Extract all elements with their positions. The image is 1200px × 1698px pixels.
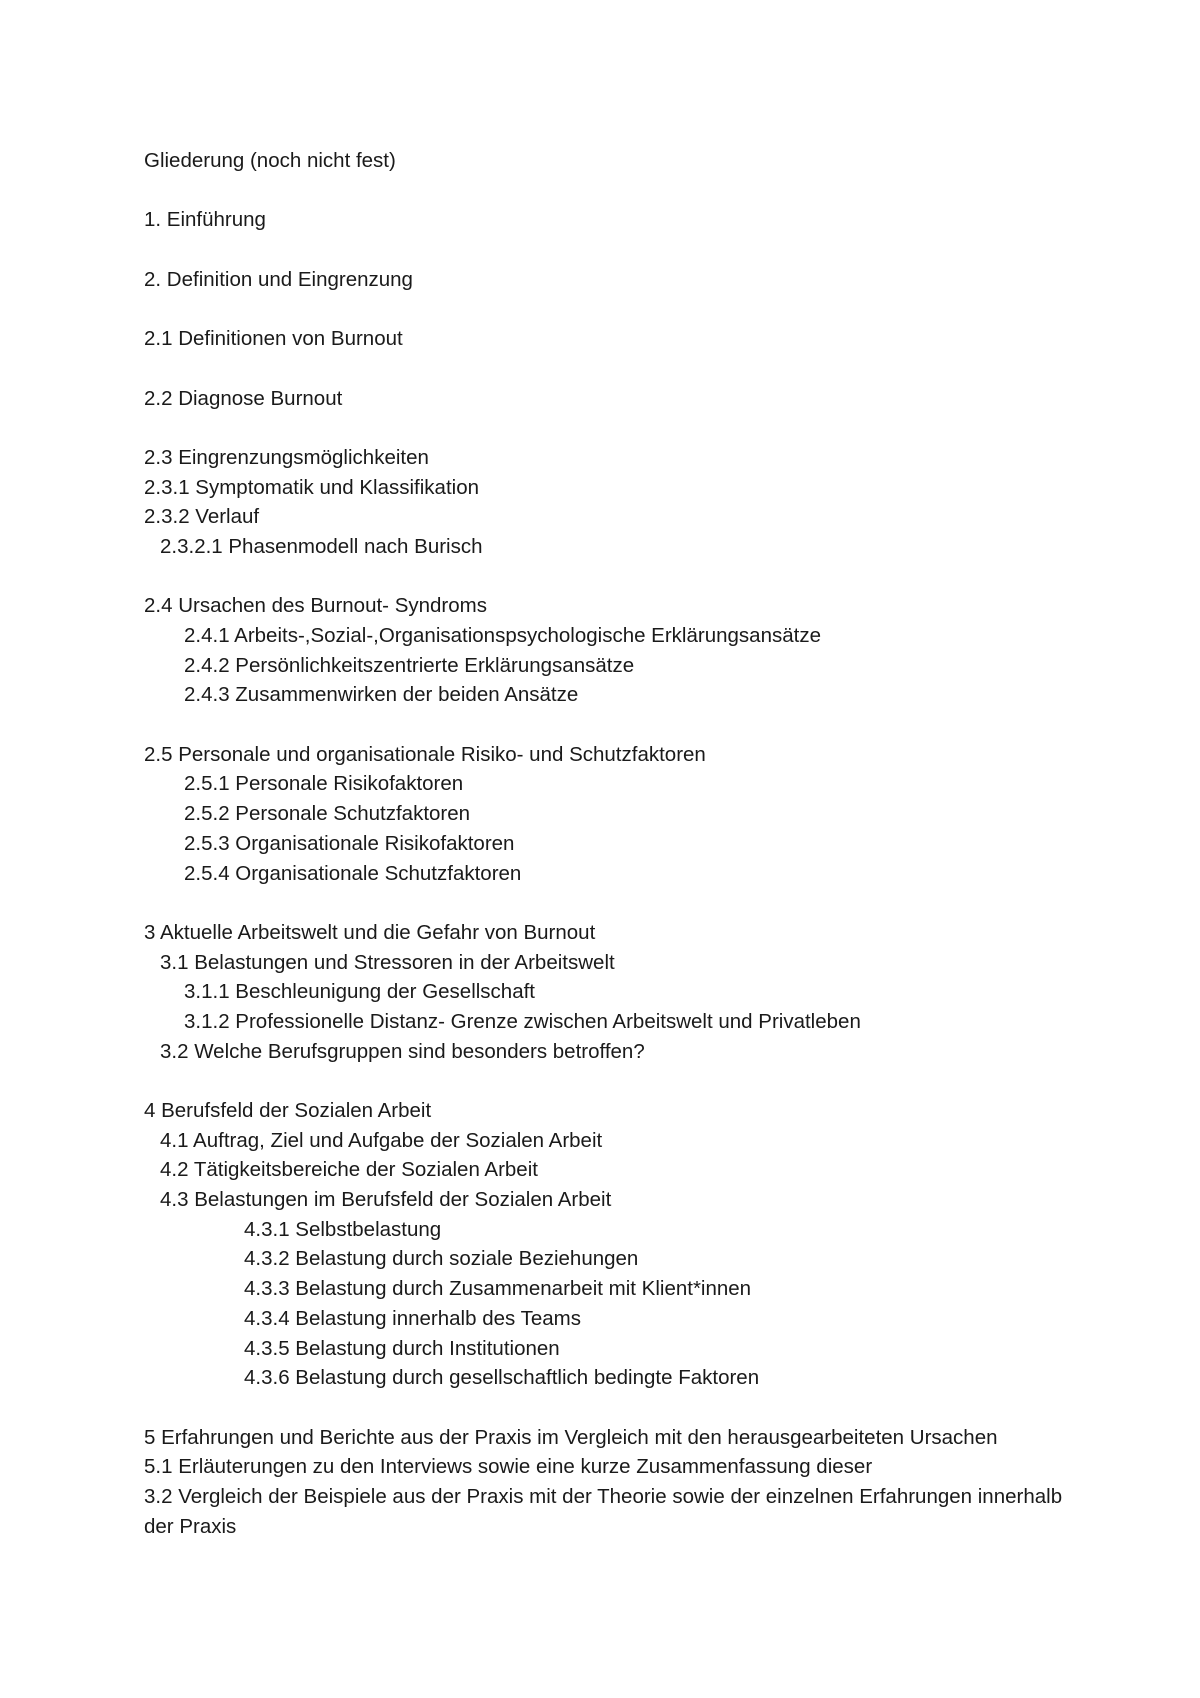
outline-entry: 4.1 Auftrag, Ziel und Aufgabe der Sozialen Arbeit — [160, 1128, 603, 1152]
outline-entry: 2.5 Personale und organisationale Risiko- und Schutzfaktoren — [144, 742, 706, 766]
blank-line — [144, 235, 1084, 265]
outline-entry: 3.2 Welche Berufsgruppen sind besonders betroffen? — [160, 1039, 645, 1063]
outline-entry: 4.3 Belastungen im Berufsfeld der Sozialen Arbeit — [160, 1188, 612, 1212]
outline-entry: 1. Einführung — [144, 208, 266, 232]
blank-line — [144, 710, 1084, 740]
outline-entry: 3.1.1 Beschleunigung der Gesellschaft — [184, 980, 536, 1004]
outline-entry: 2.1 Definitionen von Burnout — [144, 327, 403, 351]
outline-list — [144, 146, 1084, 1541]
outline-entry: 2.5.2 Personale Schutzfaktoren — [184, 802, 471, 826]
outline-entry: 4.3.3 Belastung durch Zusammenarbeit mit Klient*innen — [244, 1277, 752, 1301]
outline-entry: 3.1.2 Professionelle Distanz- Grenze zwischen Arbeitswelt und Privatleben — [184, 1009, 861, 1033]
outline-entry: 4.3.1 Selbstbelastung — [244, 1217, 442, 1241]
outline-entry: 2.3.2 Verlauf — [144, 505, 260, 529]
outline-entry: 2.5.4 Organisationale Schutzfaktoren — [184, 861, 522, 885]
outline-entry: 4.3.2 Belastung durch soziale Beziehungen — [244, 1247, 639, 1271]
outline-entry: 4.3.6 Belastung durch gesellschaftlich bedingte Faktoren — [244, 1366, 760, 1390]
outline-entry: 2.3.1 Symptomatik und Klassifikation — [144, 475, 479, 499]
blank-line — [144, 562, 1084, 592]
outline-entry: 2.3.2.1 Phasenmodell nach Burisch — [160, 534, 483, 558]
outline-entry: 3.2 Vergleich der Beispiele aus der Praxis mit der Theorie sowie der einzelnen Erfahrungen innerhalb der Praxis — [144, 1484, 1063, 1538]
document-title: Gliederung (noch nicht fest) — [144, 149, 396, 172]
outline-entry: 2.4.3 Zusammenwirken der beiden Ansätze — [184, 683, 579, 707]
blank-line — [144, 413, 1084, 443]
blank-line — [144, 1066, 1084, 1096]
blank-line — [144, 354, 1084, 384]
blank-line — [144, 888, 1084, 918]
outline-entry: 2.3 Eingrenzungsmöglichkeiten — [144, 445, 429, 469]
blank-line — [144, 294, 1084, 324]
outline-entry: 2.2 Diagnose Burnout — [144, 386, 343, 410]
outline-entry: 2.5.3 Organisationale Risikofaktoren — [184, 831, 515, 855]
outline-entry: 5 Erfahrungen und Berichte aus der Praxis im Vergleich mit den herausgearbeiteten Ursachen — [144, 1425, 998, 1449]
outline-entry: 2. Definition und Eingrenzung — [144, 267, 413, 291]
outline-entry: 3 Aktuelle Arbeitswelt und die Gefahr von Burnout — [144, 920, 596, 944]
outline-entry: 2.4.1 Arbeits-,Sozial-,Organisationspsychologische Erklärungsansätze — [184, 624, 821, 647]
outline-entry: 2.4.2 Persönlichkeitszentrierte Erklärungsansätze — [184, 653, 635, 677]
outline-entry: 5.1 Erläuterungen zu den Interviews sowie eine kurze Zusammenfassung dieser — [144, 1455, 873, 1479]
outline-entry: 2.4 Ursachen des Burnout- Syndroms — [144, 594, 487, 618]
outline-entry: 3.1 Belastungen und Stressoren in der Arbeitswelt — [160, 950, 615, 974]
blank-line — [144, 1393, 1084, 1423]
outline-entry: 4.2 Tätigkeitsbereiche der Sozialen Arbeit — [160, 1158, 538, 1182]
outline-entry: 4.3.5 Belastung durch Institutionen — [244, 1336, 560, 1360]
outline-entry: 4 Berufsfeld der Sozialen Arbeit — [144, 1099, 432, 1122]
blank-line — [144, 176, 1084, 206]
outline-entry: 2.5.1 Personale Risikofaktoren — [184, 772, 464, 796]
outline-entry: 4.3.4 Belastung innerhalb des Teams — [244, 1306, 581, 1330]
